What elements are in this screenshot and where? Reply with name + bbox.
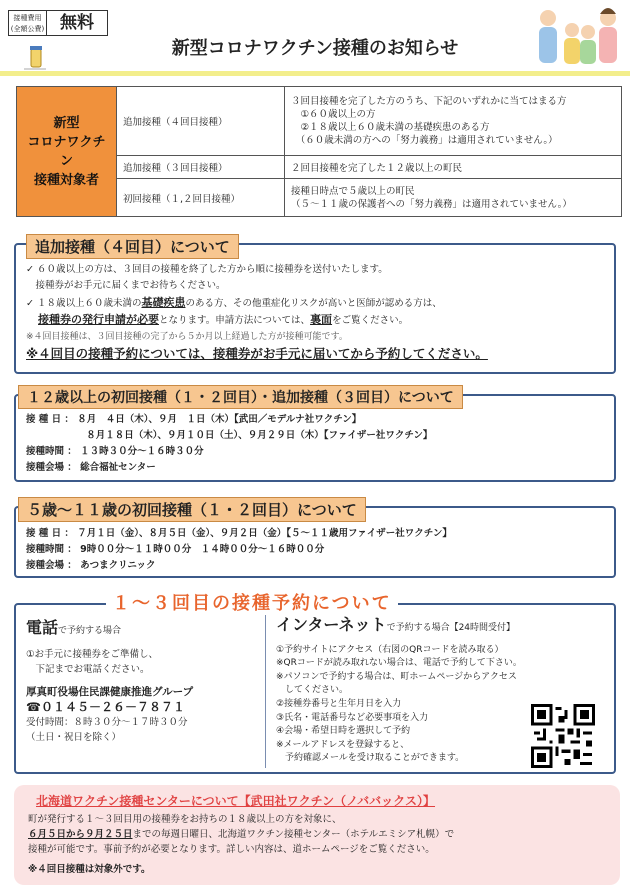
row-kind-4th: 追加接種（４回目接種） xyxy=(117,87,285,156)
office-closed: （土日・祝日を除く） xyxy=(26,732,122,743)
section-12plus-body xyxy=(26,412,432,476)
emphasis-text: ６月５日から９月２５日 xyxy=(28,829,133,840)
badge-free-label: 無料 xyxy=(60,13,94,33)
badge-caption-line2: (全額公費) xyxy=(10,25,45,33)
emphasis-text: 基礎疾患 xyxy=(141,296,186,309)
desc-line: （５～１１歳の保護者への「努力義務」は適用されていません。） xyxy=(291,198,572,210)
text-line xyxy=(26,312,616,329)
heading-line: 接種対象者 xyxy=(33,172,99,188)
desc-line: 接種日時点で５歳以上の町民 xyxy=(291,185,415,197)
desc-line: ３回目接種を完了した方のうち、下記のいずれかに当てはまる方 xyxy=(291,96,567,108)
text-span: をご覧ください。 xyxy=(332,314,409,326)
row-desc-initial xyxy=(285,179,622,217)
text-line: ③氏名・電話番号など必要事項を入力 xyxy=(276,712,429,723)
text-line: ④会場・希望日時を選択して予約 xyxy=(276,726,411,737)
text-span: ✓ １８歳以上６０歳未満の xyxy=(26,298,142,309)
department-name: 厚真町役場住民課健康推進グループ xyxy=(26,686,194,698)
text-line: 接種が可能です。事前予約が必要となります。詳しい内容は、道ホームページをご覧ください。 xyxy=(28,844,435,855)
emphasis-text: 裏面 xyxy=(310,312,333,326)
row-kind-initial: 初回接種（１,２回目接種） xyxy=(117,179,285,217)
text-line: 接 種 日 ： ７月１日（金）、８月５日（金）、９月２日（金）【５～１１歳用ファイザー社ワクチン】 xyxy=(26,528,452,539)
heading-line: コロナワクチン xyxy=(27,134,106,169)
internet-heading-sub: で予約する場合【24時間受付】 xyxy=(386,623,516,633)
text-span: のある方、その他重症化リスクが高いと医師が認める方は、 xyxy=(185,298,442,309)
text-line: ８月１８日（木）、９月１０日（土）、９月２９日（木）【ファイザー社ワクチン】 xyxy=(26,430,433,441)
section-5to11-body xyxy=(26,526,452,574)
text-line xyxy=(26,295,616,312)
text-line: ※QRコードが読み取れない場合は、電話で予約して下さい。 xyxy=(276,658,522,669)
eligibility-table xyxy=(16,86,622,217)
text-line: ※メールアドレスを登録すると、 xyxy=(276,739,410,750)
badge-caption xyxy=(9,11,47,35)
text-line xyxy=(28,827,618,842)
note-line: ※４回目接種は、３回目接種の完了から５か月以上経過した方が接種可能です。 xyxy=(26,332,348,342)
row-desc-4th xyxy=(285,87,622,156)
text-line: ✓ ６０歳以上の方は、３回目の接種を終了した方から順に接種券を送付いたします。 xyxy=(26,264,388,275)
text-line: 接種券がお手元に届くまでお待ちください。 xyxy=(26,279,226,291)
text-span: となります。申請方法については、 xyxy=(159,314,311,326)
text-line: ①予約サイトにアクセス（右図のQRコードを読み取る） xyxy=(276,644,504,655)
phone-heading xyxy=(26,620,262,639)
text-line: ①お手元に接種券をご準備し、 xyxy=(26,649,159,660)
phone-number[interactable]: ☎０１４５－２６－７８７１ xyxy=(26,700,185,714)
hokkaido-body xyxy=(28,812,618,877)
text-line: してください。 xyxy=(276,685,349,696)
page-title: 新型コロナワクチン接種のお知らせ xyxy=(171,38,459,59)
desc-line: （６０歳未満の方への「努力義務」は適用されていません。） xyxy=(291,135,558,147)
section-12plus-title: １２歳以上の初回接種（１・２回目）・追加接種（３回目）について xyxy=(18,385,463,409)
phone-heading-sub: で予約する場合 xyxy=(58,626,122,636)
reservation-title: １～３回目の接種予約について xyxy=(106,589,398,615)
emphasis-text: 接種券の発行申請が必要 xyxy=(38,312,159,326)
free-badge xyxy=(8,10,108,36)
text-line: 下記までお電話ください。 xyxy=(26,664,150,675)
internet-heading xyxy=(276,615,612,636)
internet-heading-label: インターネット xyxy=(276,615,387,634)
text-span: までの毎週日曜日、北海道ワクチン接種センター（ホテルエミシア札幌）で xyxy=(132,829,455,840)
section-4th-dose-body xyxy=(26,262,616,361)
eligibility-heading xyxy=(17,87,117,217)
reservation-divider xyxy=(265,612,266,768)
header-divider xyxy=(0,71,630,76)
text-line: 接種会場 ： あつまクリニック xyxy=(26,560,156,571)
text-line: 予約確認メールを受け取ることができます。 xyxy=(276,753,465,764)
row-desc-3rd: ２回目接種を完了した１２歳以上の町民 xyxy=(285,156,622,179)
desc-line: ①６０歳以上の方 xyxy=(291,109,376,121)
text-line: ※４回目接種は対象外です。 xyxy=(28,864,151,875)
text-line: 接種会場 ： 総合福祉センター xyxy=(26,462,156,473)
family-illustration xyxy=(530,4,626,72)
section-5to11-title: ５歳～１１歳の初回接種（１・２回目）について xyxy=(18,497,366,522)
text-line: 町が発行する１～３回目用の接種券をお持ちの１８歳以上の方を対象に、 xyxy=(28,814,342,825)
text-line: 接種時間 ： 9時００分～１１時００分 １４時００分～１６時００分 xyxy=(26,544,325,555)
reservation-qr-code[interactable] xyxy=(531,704,595,768)
row-kind-3rd: 追加接種（３回目接種） xyxy=(117,156,285,179)
office-hours: 受付時間：８時３０分～１７時３０分 xyxy=(26,717,188,728)
heading-line: 新型 xyxy=(53,115,80,131)
text-line: 接種時間 ： １３時３０分～１６時３０分 xyxy=(26,446,204,457)
desc-line: ②１８歳以上６０歳未満の基礎疾患のある方 xyxy=(291,122,490,134)
text-line: 接 種 日 ： ８月 ４日（木）、９月 １日（木）【武田／モデルナ社ワクチン】 xyxy=(26,414,362,425)
phone-heading-label: 電話 xyxy=(26,618,59,637)
section-4th-dose-title: 追加接種（４回目）について xyxy=(26,234,239,259)
badge-caption-line1: 接種費用 xyxy=(13,14,42,22)
notice-line: ※４回目の接種予約については、接種券がお手元に届いてから予約してください。 xyxy=(26,345,488,361)
phone-block xyxy=(26,620,262,745)
vaccine-vial-icon xyxy=(22,45,50,71)
hokkaido-title: 北海道ワクチン接種センターについて【武田社ワクチン（ノババックス）】 xyxy=(36,794,436,808)
text-line: ②接種券番号と生年月日を入力 xyxy=(276,698,402,709)
text-line: ※パソコンで予約する場合は、町ホームページからアクセス xyxy=(276,671,517,682)
